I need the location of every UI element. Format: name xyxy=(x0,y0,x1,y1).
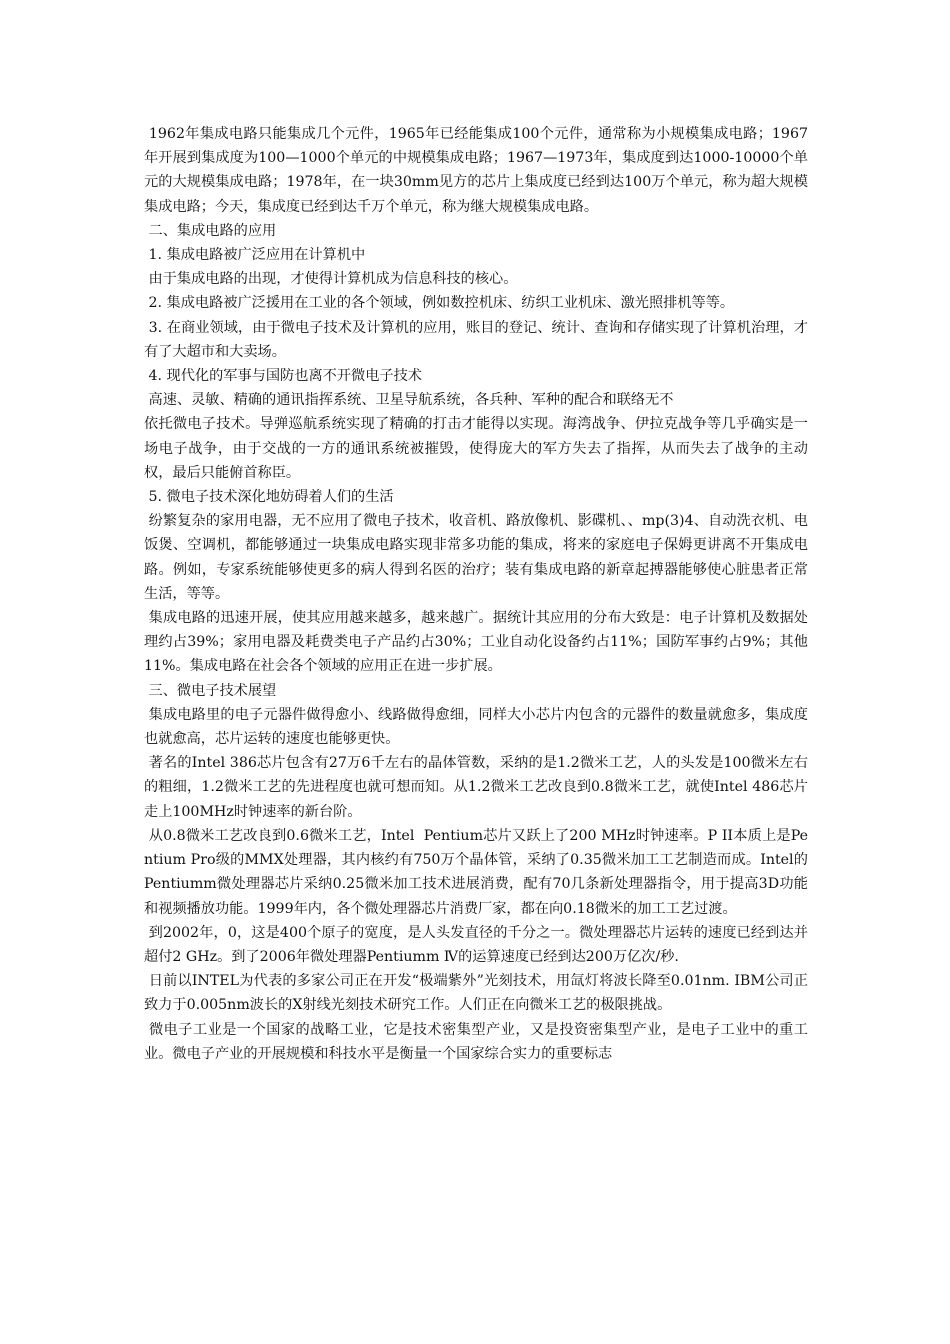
item-commerce: 3. 在商业领域，由于微电子技术及计算机的应用，账目的登记、统计、查询和存储实现了计算机治理，才有了大超市和大卖场。 xyxy=(144,319,808,360)
paragraph-lithography: 日前以INTEL为代表的多家公司正在开发“极端紫外”光刻技术，用氙灯将波长降至0.01nm. IBM公司正致力于0.005nm波长的X射线光刻技术研究工作。人们正在向微米工艺的极限挑战。 xyxy=(144,973,808,1014)
item-daily-life: 5. 微电子技术深化地妨碍着人们的生活 xyxy=(144,489,394,506)
item-industry: 2. 集成电路被广泛援用在工业的各个领域，例如数控机床、纺织工业机床、激光照排机等等。 xyxy=(144,295,735,312)
paragraph-computers: 由于集成电路的出现，才使得计算机成为信息科技的核心。 xyxy=(144,271,518,288)
document-body xyxy=(144,122,808,1066)
heading-applications: 二、集成电路的应用 xyxy=(144,222,277,239)
paragraph-appliances: 纷繁复杂的家用电器，无不应用了微电子技术，收音机、路放像机、影碟机、、mp(3)4、自动洗衣机、电饭煲、空调机，都能够通过一块集成电路实现非常多功能的集成，将来的家庭电子保姆更讲离不开集成电路。例如，专家系统能够使更多的病人得到名医的治疗；装有集成电路的新章起搏器能够使心脏患者正常生活，等等。 xyxy=(144,513,808,602)
paragraph-military-2: 依托微电子技术。导弹巡航系统实现了精确的打击才能得以实现。海湾战争、伊拉克战争等几乎确实是一场电子战争，由于交战的一方的通讯系统被摧毁，使得庞大的军方失去了指挥，从而失去了战争的主动权，最后只能俯首称臣。 xyxy=(144,416,808,481)
paragraph-miniaturization: 集成电路里的电子元器件做得愈小、线路做得愈细，同样大小芯片内包含的元器件的数量就愈多，集成度也就愈高，芯片运转的速度也能够更快。 xyxy=(144,706,808,748)
heading-outlook: 三、微电子技术展望 xyxy=(144,682,277,699)
paragraph-intel-386: 著名的Intel 386芯片包含有27万6千左右的晶体管数，采纳的是1.2微米工艺，人的头发是100微米左右的粗细，1.2微米工艺的先进程度也就可想而知。从1.2微米工艺改良到0.8微米工艺，就使Intel 486芯片走上100MHz时钟速率的新台阶。 xyxy=(144,755,808,820)
paragraph-integration-history: 1962年集成电路只能集成几个元件，1965年已经能集成100个元件，通常称为小规模集成电路；1967年开展到集成度为100—1000个单元的中规模集成电路；1967—1973年，集成度到达1000-10000个单元的大规模集成电路；1978年，在一块30mm见方的芯片上集成度已经到达100万个单元，称为超大规模集成电路；今天，集成度已经到达千万个单元，称为继大规模集成电路。 xyxy=(144,126,808,215)
paragraph-2002: 到2002年，0，这是400个原子的宽度，是人头发直径的千分之一。微处理器芯片运转的速度已经到达并超付2 GHz。到了2006年微处理器Pentiumm Ⅳ的运算速度已经到达200万亿次/秒. xyxy=(144,924,808,965)
item-military: 4. 现代化的军事与国防也离不开微电子技术 xyxy=(144,368,422,385)
paragraph-military-1: 高速、灵敏、精确的通讯指挥系统、卫星导航系统，各兵种、军种的配合和联络无不 xyxy=(144,392,674,409)
item-computers: 1. 集成电路被广泛应用在计算机中 xyxy=(144,247,366,264)
paragraph-pentium: 从0.8微米工艺改良到0.6微米工艺，Intel Pentium芯片又跃上了200 MHz时钟速率。P II本质上是Pentium Pro级的MMX处理器，其内核约有750万个晶体管，采纳了0.35微米加工工艺制造而成。Intel的Pentiumm微处理器芯片采纳0.25微米加工技术进展消费，配有70几条新处理器指令，用于提高3D功能和视频播放功能。1999年内，各个微处理器芯片消费厂家，都在向0.18微米的加工工艺过渡。 xyxy=(144,827,809,917)
paragraph-strategic-industry: 微电子工业是一个国家的战略工业，它是技术密集型产业，又是投资密集型产业，是电子工业中的重工业。微电子产业的开展规模和科技水平是衡量一个国家综合实力的重要标志 xyxy=(144,1021,808,1062)
paragraph-distribution: 集成电路的迅速开展，使其应用越来越多，越来越广。据统计其应用的分布大致是：电子计算机及数据处理约占39%；家用电器及耗费类电子产品约占30%；工业自动化设备约占11%；国防军事约占9%；其他11%。集成电路在社会各个领域的应用正在进一步扩展。 xyxy=(144,610,808,675)
